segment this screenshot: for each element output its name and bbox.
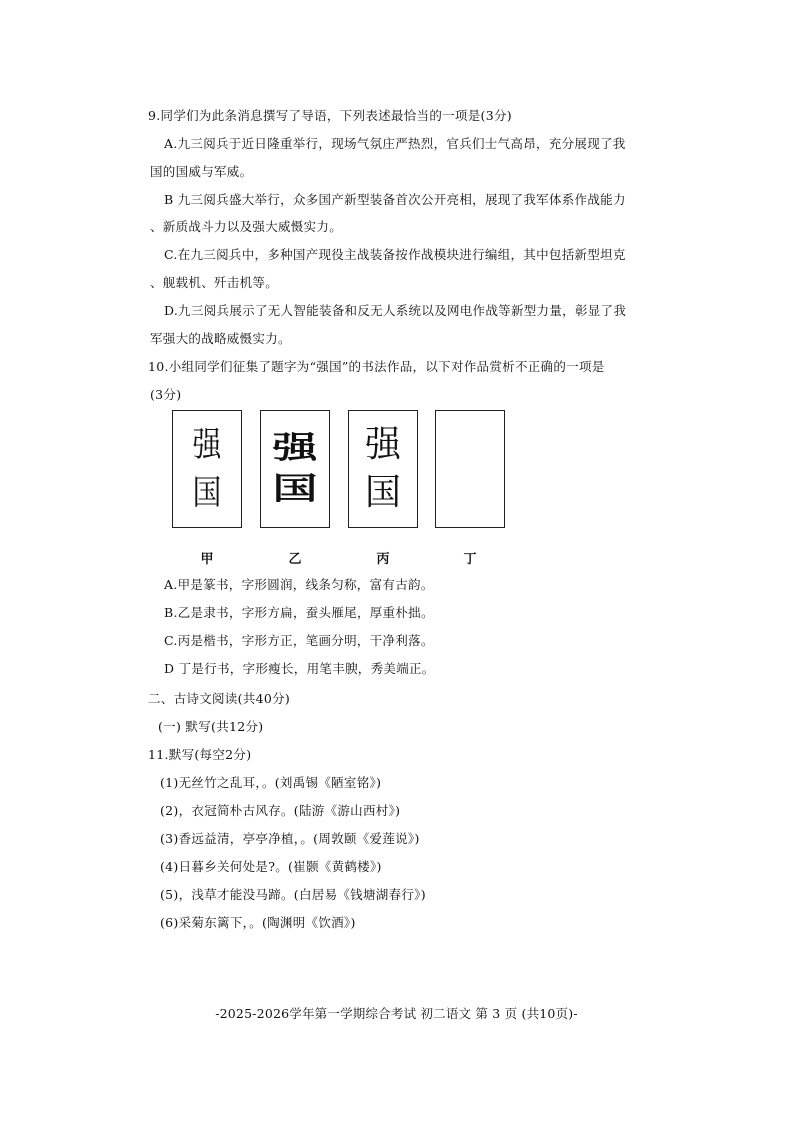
artwork-jia-char1: 强 <box>192 425 222 465</box>
q10-option-b: B.乙是隶书，字形方扁，蚕头雁尾，厚重朴拙。 <box>164 605 434 620</box>
artwork-bing-char1: 强 <box>364 424 401 465</box>
page-footer: -2025-2026学年第一学期综合考试 初二语文 第 3 页 (共10页)- <box>215 1006 578 1021</box>
artwork-yi-label: 乙 <box>288 552 302 567</box>
q9-option-a-line1: A.九三阅兵于近日隆重举行，现场气氛庄严热烈，官兵们士气高昂，充分展现了我 <box>164 136 626 151</box>
q9-option-a-line2: 国的国威与军威。 <box>150 164 253 179</box>
q9-option-d-line1: D.九三阅兵展示了无人智能装备和反无人系统以及网电作战等新型力量，彰显了我 <box>164 303 627 318</box>
artwork-yi <box>260 410 330 528</box>
q9-option-d-line2: 军强大的战略威慑实力。 <box>150 331 291 346</box>
artwork-bing <box>348 410 418 528</box>
artwork-yi-char1: 强 <box>272 430 318 466</box>
artwork-bing-char2: 国 <box>364 472 401 513</box>
artwork-jia-char2: 国 <box>192 473 222 513</box>
artwork-ding-label: 丁 <box>463 552 477 567</box>
q9-stem: 9.同学们为此条消息撰写了导语，下列表述最恰当的一项是(3分) <box>148 108 512 123</box>
artwork-yi-char2: 国 <box>272 471 318 507</box>
q11-item-3: (3)香远益清，亭亭净植，。(周敦颐《爱莲说》) <box>160 831 420 846</box>
artwork-jia-label: 甲 <box>200 552 214 567</box>
q10-stem-line2: (3分) <box>150 387 182 402</box>
q11-item-2: (2)，衣冠简朴古风存。(陆游《游山西村》) <box>160 803 401 818</box>
q10-option-c: C.丙是楷书，字形方正，笔画分明，干净利落。 <box>164 633 434 648</box>
q9-option-b-line1: B 九三阅兵盛大举行，众多国产新型装备首次公开亮相，展现了我军体系作战能力 <box>164 192 626 207</box>
q10-stem-line1: 10.小组同学们征集了题字为“强国”的书法作品，以下对作品赏析不正确的一项是 <box>148 359 605 374</box>
q11-item-1: (1)无丝竹之乱耳，。(刘禹锡《陋室铭》) <box>160 775 382 790</box>
artwork-jia <box>172 410 242 528</box>
artwork-bing-label: 丙 <box>376 552 390 567</box>
q10-option-d: D 丁是行书，字形瘦长，用笔丰腴，秀美端正。 <box>164 661 435 676</box>
artwork-ding <box>435 410 505 528</box>
q11-stem: 11.默写(每空2分) <box>148 747 252 762</box>
q9-option-c-line2: 、舰载机、歼击机等。 <box>150 275 279 290</box>
q10-option-a: A.甲是篆书，字形圆润，线条匀称，富有古韵。 <box>164 577 434 592</box>
q9-option-c-line1: C.在九三阅兵中，多种国产现役主战装备按作战模块进行编组，其中包括新型坦克 <box>164 247 626 262</box>
q9-option-b-line2: 、新质战斗力以及强大威慑实力。 <box>150 219 343 234</box>
q11-item-4: (4)日暮乡关何处是?。(崔颢《黄鹤楼》) <box>160 859 382 874</box>
q11-item-6: (6)采菊东篱下，。(陶渊明《饮酒》) <box>160 915 356 930</box>
section2-title: 二、古诗文阅读(共40分) <box>148 691 291 706</box>
section2-subtitle: (一) 默写(共12分) <box>158 719 264 734</box>
q11-item-5: (5)，浅草才能没马蹄。(白居易《钱塘湖春行》) <box>160 887 426 902</box>
